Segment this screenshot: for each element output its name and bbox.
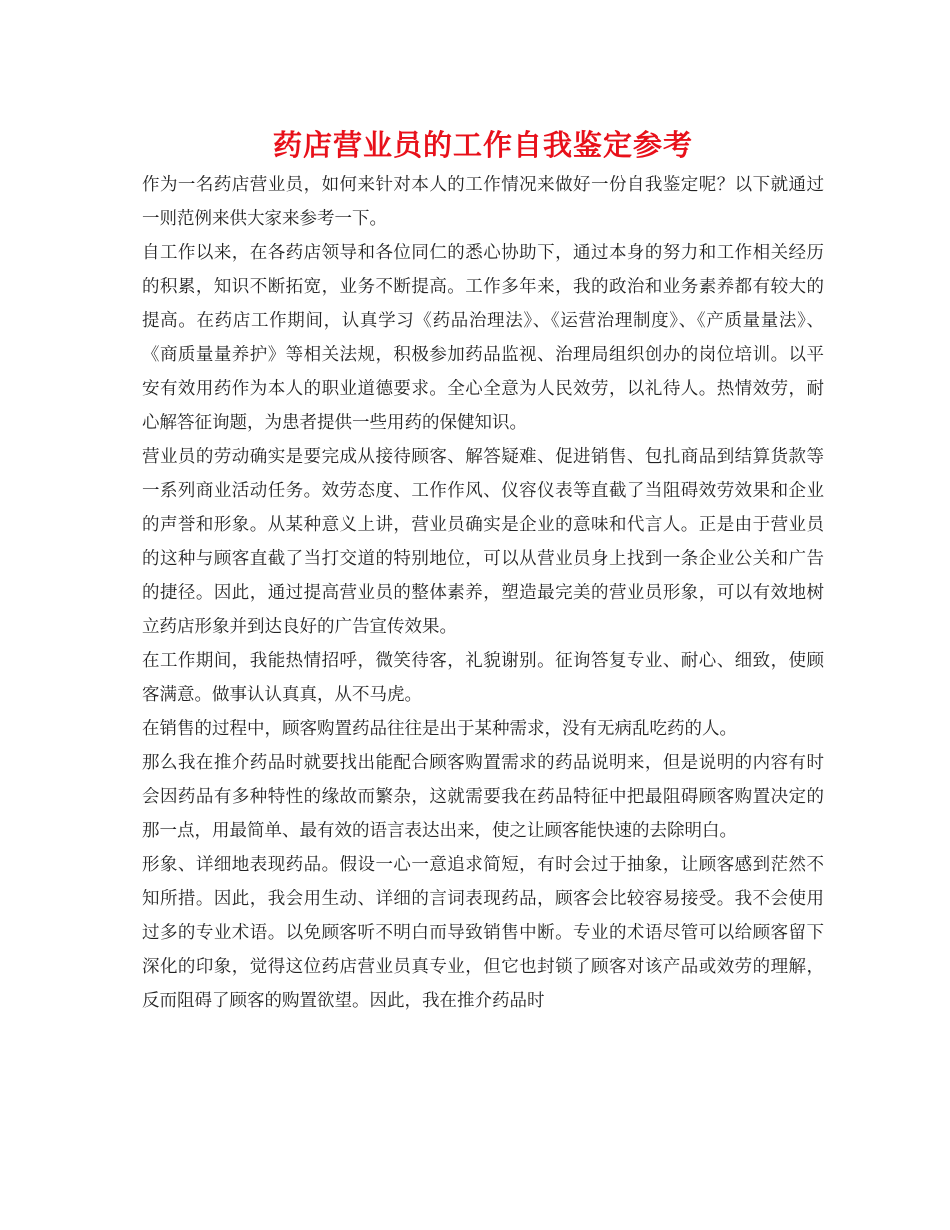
paragraph-intro: 作为一名药店营业员，如何来针对本人的工作情况来做好一份自我鉴定呢？以下就通过一则范例来供大家来参考一下。 bbox=[142, 175, 824, 229]
document-title: 药店营业员的工作自我鉴定参考 bbox=[272, 128, 693, 162]
document-body bbox=[142, 168, 824, 1018]
paragraph-work-experience: 自工作以来，在各药店领导和各位同仁的悉心协助下，通过本身的努力和工作相关经历的积累，知识不断拓宽，业务不断提高。工作多年来，我的政治和业务素养都有较大的提高。在药店工作期间，认真学习《药品治理法》、《运营治理制度》、《产质量量法》、《商质量量养护》等相关法规，积极参加药品监视、治理局组织创办的岗位培训。以平安有效用药作为本人的职业道德要求。全心全意为人民效劳，以礼待人。热情效劳，耐心解答征询题，为患者提供一些用药的保健知识。 bbox=[142, 243, 824, 433]
paragraph-customer-needs: 在销售的过程中，顾客购置药品往往是出于某种需求，没有无病乱吃药的人。 bbox=[142, 719, 737, 739]
document-page bbox=[142, 124, 824, 1018]
paragraph-service-attitude: 在工作期间，我能热情招呼，微笑待客，礼貌谢别。征询答复专业、耐心、细致，使顾客满意。做事认认真真，从不马虎。 bbox=[142, 651, 824, 705]
paragraph-sales-role: 营业员的劳动确实是要完成从接待顾客、解答疑难、促进销售、包扎商品到结算货款等一系列商业活动任务。效劳态度、工作作风、仪容仪表等直截了当阻碍效劳效果和企业的声誉和形象。从某种意义上讲，营业员确实是企业的意味和代言人。正是由于营业员的这种与顾客直截了当打交道的特别地位，可以从营业员身上找到一条企业公关和广告的捷径。因此，通过提高营业员的整体素养，塑造最完美的营业员形象，可以有效地树立药店形象并到达良好的广告宣传效果。 bbox=[142, 447, 824, 637]
paragraph-vivid-description: 形象、详细地表现药品。假设一心一意追求简短，有时会过于抽象，让顾客感到茫然不知所措。因此，我会用生动、详细的言词表现药品，顾客会比较容易接受。我不会使用过多的专业术语。以免顾客听不明白而导致销售中断。专业的术语尽管可以给顾客留下深化的印象，觉得这位药店营业员真专业，但它也封锁了顾客对该产品或效劳的理解，反而阻碍了顾客的购置欲望。因此，我在推介药品时 bbox=[142, 855, 824, 1011]
paragraph-product-explanation: 那么我在推介药品时就要找出能配合顾客购置需求的药品说明来，但是说明的内容有时会因药品有多种特性的缘故而繁杂，这就需要我在药品特征中把最阻碍顾客购置决定的那一点，用最简单、最有效的语言表达出来，使之让顾客能快速的去除明白。 bbox=[142, 753, 824, 841]
